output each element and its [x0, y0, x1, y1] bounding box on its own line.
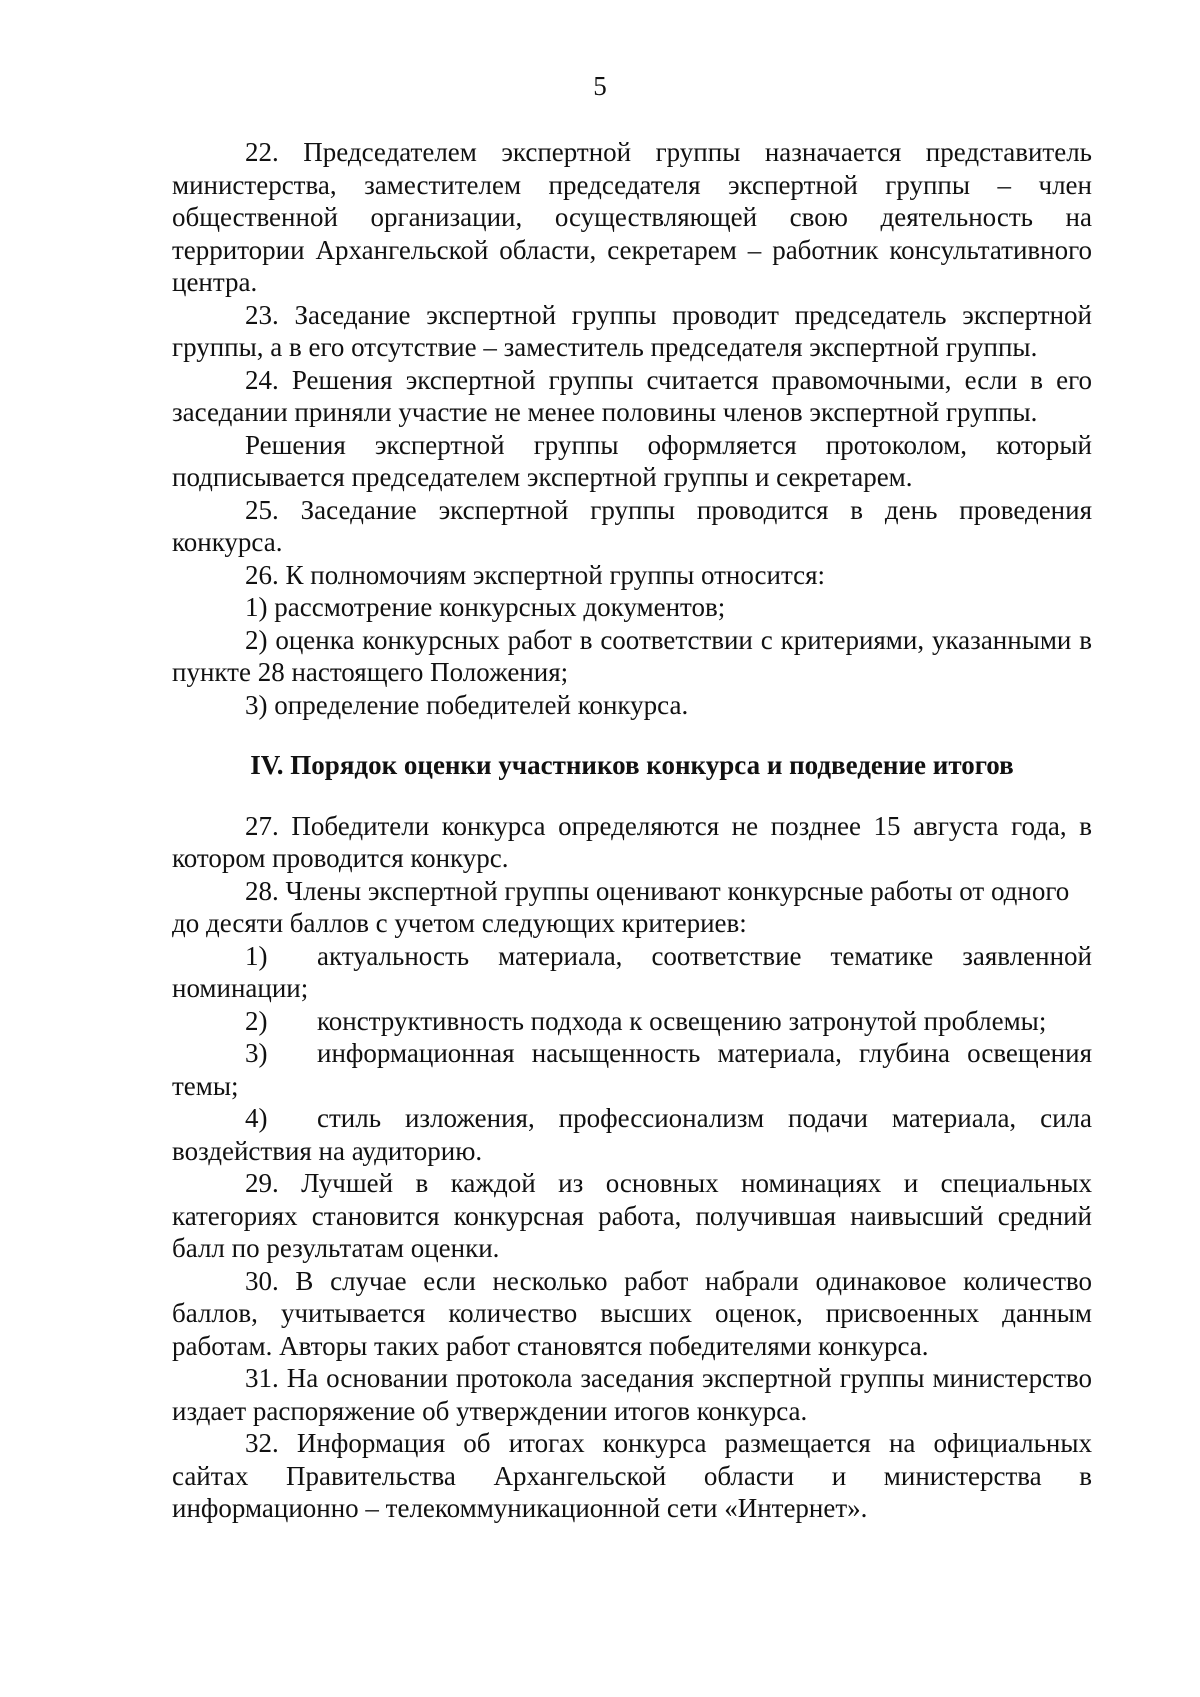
paragraph-28: 28. Члены экспертной группы оценивают конкурсные работы от одного: [245, 875, 1070, 906]
criterion-4: [172, 1102, 1092, 1167]
list-item-26-3: 3) определение победителей конкурса.: [245, 689, 689, 720]
paragraph-30: 30. В случае если несколько работ набрали одинаковое количество баллов, учитывается количество высших оценок, присвоенных данным работам. Авторы таких работ становятся победителями конкурса.: [172, 1265, 1092, 1361]
criterion-number: 2): [245, 1005, 268, 1036]
list-item-26-1: 1) рассмотрение конкурсных документов;: [245, 592, 726, 622]
paragraph-22: 22. Председателем экспертной группы назначается представитель министерства, заместителем председателя экспертной группы – член общественной организации, осуществляющей свою деятельность на территории Архангельской области, секретарем – работник консультативного центра.: [172, 137, 1092, 297]
document-body: [172, 136, 1092, 1525]
criterion-text: стиль изложения, профессионализм подачи материала, сила воздействия на аудиторию.: [172, 1103, 1092, 1166]
paragraph-25: 25. Заседание экспертной группы проводится в день проведения конкурса.: [172, 494, 1092, 557]
page-number: 5: [593, 71, 607, 101]
paragraph-26: 26. К полномочиям экспертной группы относится:: [245, 559, 826, 590]
criterion-1: [172, 940, 1092, 1005]
paragraph-31: 31. На основании протокола заседания экспертной группы министерство издает распоряжение об утверждении итогов конкурса.: [172, 1363, 1092, 1426]
criterion-number: 1): [245, 940, 268, 971]
section-heading: IV. Порядок оценки участников конкурса и подведение итогов: [250, 750, 1014, 780]
criterion-text: конструктивность подхода к освещению затронутой проблемы;: [317, 1005, 1047, 1036]
paragraph-24-decisions: Решения экспертной группы оформляется протоколом, который подписывается председателем экспертной группы и секретарем.: [172, 429, 1092, 492]
list-item-26-2: 2) оценка конкурсных работ в соответствии с критериями, указанными в пункте 28 настоящего Положения;: [172, 624, 1092, 687]
paragraph-28-continuation: до десяти баллов с учетом следующих критериев:: [172, 908, 747, 938]
paragraph-27: 27. Победители конкурса определяются не позднее 15 августа года, в котором проводится конкурс.: [172, 810, 1092, 873]
criterion-number: 3): [245, 1038, 268, 1068]
paragraph-24: 24. Решения экспертной группы считается правомочными, если в его заседании приняли участие не менее половины членов экспертной группы.: [172, 364, 1092, 427]
criterion-text: информационная насыщенность материала, глубина освещения темы;: [172, 1038, 1092, 1101]
paragraph-29: 29. Лучшей в каждой из основных номинациях и специальных категориях становится конкурсная работа, получившая наивысший средний балл по результатам оценки.: [172, 1168, 1092, 1263]
criterion-3: [172, 1037, 1092, 1102]
criterion-2: [172, 1005, 1092, 1038]
criterion-number: 4): [245, 1103, 268, 1133]
paragraph-23: 23. Заседание экспертной группы проводит председатель экспертной группы, а в его отсутствие – заместитель председателя экспертной группы.: [172, 299, 1092, 362]
paragraph-32: 32. Информация об итогах конкурса размещается на официальных сайтах Правительства Архангельской области и министерства в информационно – телекоммуникационной сети «Интернет».: [172, 1428, 1092, 1523]
criterion-text: актуальность материала, соответствие тематике заявленной номинации;: [172, 940, 1092, 1003]
